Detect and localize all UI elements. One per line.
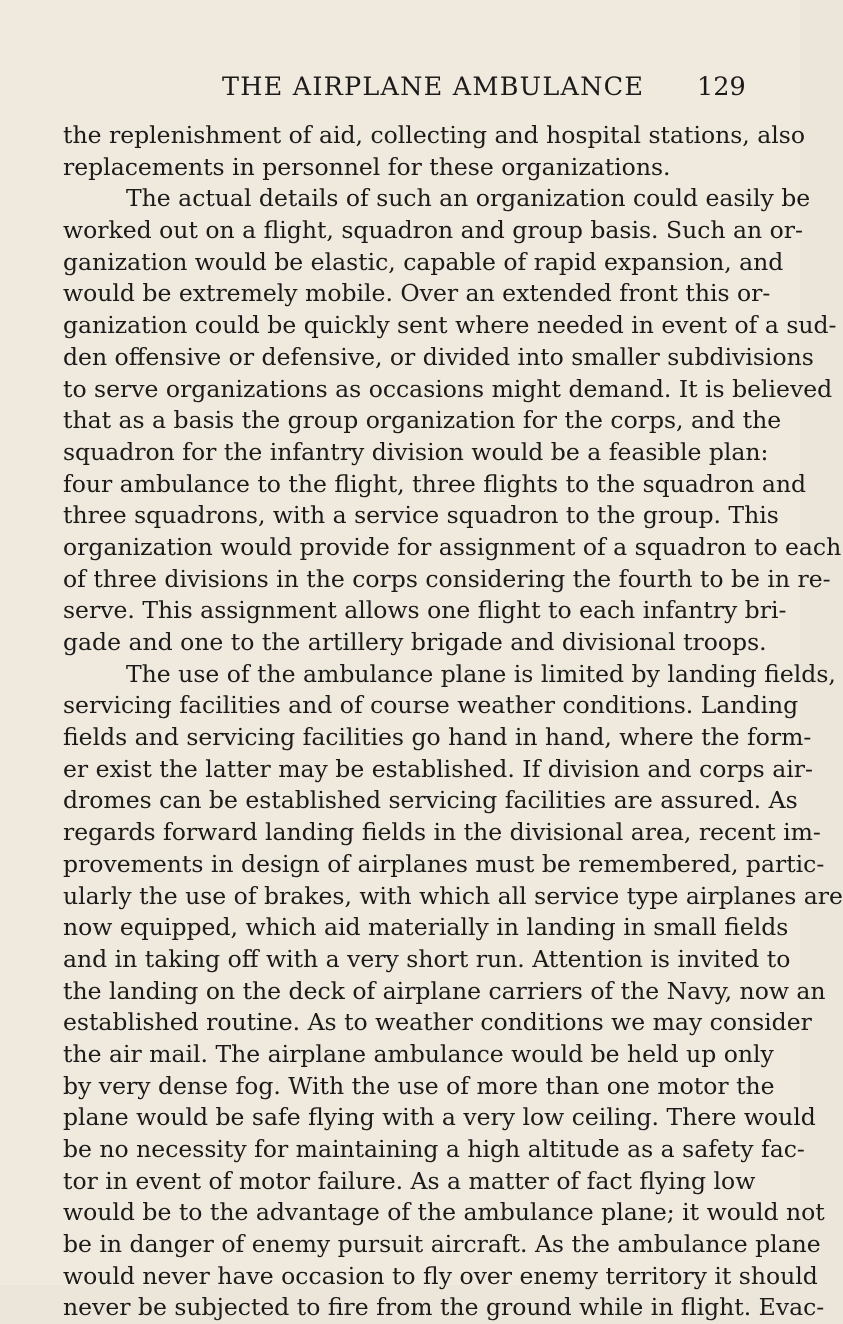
text-line: the replenishment of aid, collecting and hospital stations, also xyxy=(63,121,805,149)
text-line: established routine. As to weather conditions we may consider xyxy=(63,1008,812,1037)
text-line: squadron for the infantry division would be a feasible plan: xyxy=(63,437,769,466)
text-line: tor in event of motor failure. As a matter of fact flying low xyxy=(63,1166,756,1195)
text-line: worked out on a flight, squadron and group basis. Such an or- xyxy=(63,216,803,245)
text-line: and in taking off with a very short run. Attention is invited to xyxy=(63,944,791,973)
text-line: three squadrons, with a service squadron to the group. This xyxy=(63,501,779,530)
text-line: er exist the latter may be established. If division and corps air- xyxy=(63,754,813,783)
text-line: by very dense fog. With the use of more than one motor the xyxy=(63,1071,775,1100)
text-line: the landing on the deck of airplane carriers of the Navy, now an xyxy=(63,976,826,1005)
text-line: be in danger of enemy pursuit aircraft. As the ambulance plane xyxy=(63,1230,821,1259)
text-line: that as a basis the group organization for the corps, and the xyxy=(63,406,782,435)
running-title: THE AIRPLANE AMBULANCE xyxy=(222,72,645,102)
text-line: dromes can be established servicing facilities are assured. As xyxy=(63,786,798,815)
text-line: would be extremely mobile. Over an extended front this or- xyxy=(63,279,771,308)
text-line: to serve organizations as occasions might demand. It is believed xyxy=(63,374,833,403)
text-line: servicing facilities and of course weather conditions. Landing xyxy=(63,691,799,720)
body-text xyxy=(63,120,843,1324)
text-line: den offensive or defensive, or divided into smaller subdivisions xyxy=(63,342,814,371)
text-line: plane would be safe flying with a very low ceiling. There would xyxy=(63,1103,816,1132)
page-number: 129 xyxy=(697,72,746,102)
text-line: fields and servicing facilities go hand in hand, where the form- xyxy=(63,723,812,752)
text-line: now equipped, which aid materially in landing in small fields xyxy=(63,913,789,942)
text-line: The use of the ambulance plane is limited by landing fields, xyxy=(126,659,836,688)
text-line: would never have occasion to fly over enemy territory it should xyxy=(63,1261,818,1290)
text-line: serve. This assignment allows one flight to each infantry bri- xyxy=(63,596,787,625)
text-line: The actual details of such an organization could easily be xyxy=(126,184,811,213)
text-line: would be to the advantage of the ambulance plane; it would not xyxy=(63,1198,825,1227)
text-line: regards forward landing fields in the divisional area, recent im- xyxy=(63,818,821,847)
text-line: provements in design of airplanes must be remembered, partic- xyxy=(63,849,825,878)
text-line: never be subjected to fire from the ground while in flight. Evac- xyxy=(63,1293,825,1322)
text-line: four ambulance to the flight, three flights to the squadron and xyxy=(63,469,807,498)
text-line: replacements in personnel for these organizations. xyxy=(63,152,671,181)
text-line: organization would provide for assignment of a squadron to each xyxy=(63,532,842,561)
text-line: ganization would be elastic, capable of rapid expansion, and xyxy=(63,247,784,276)
text-line: of three divisions in the corps considering the fourth to be in re- xyxy=(63,564,831,593)
text-line: ganization could be quickly sent where needed in event of a sud- xyxy=(63,311,837,340)
text-line: gade and one to the artillery brigade and divisional troops. xyxy=(63,628,767,656)
page-header xyxy=(0,72,800,112)
text-line: the air mail. The airplane ambulance would be held up only xyxy=(63,1039,774,1068)
text-line: ularly the use of brakes, with which all service type airplanes are xyxy=(63,881,843,910)
text-line: be no necessity for maintaining a high altitude as a safety fac- xyxy=(63,1135,805,1163)
